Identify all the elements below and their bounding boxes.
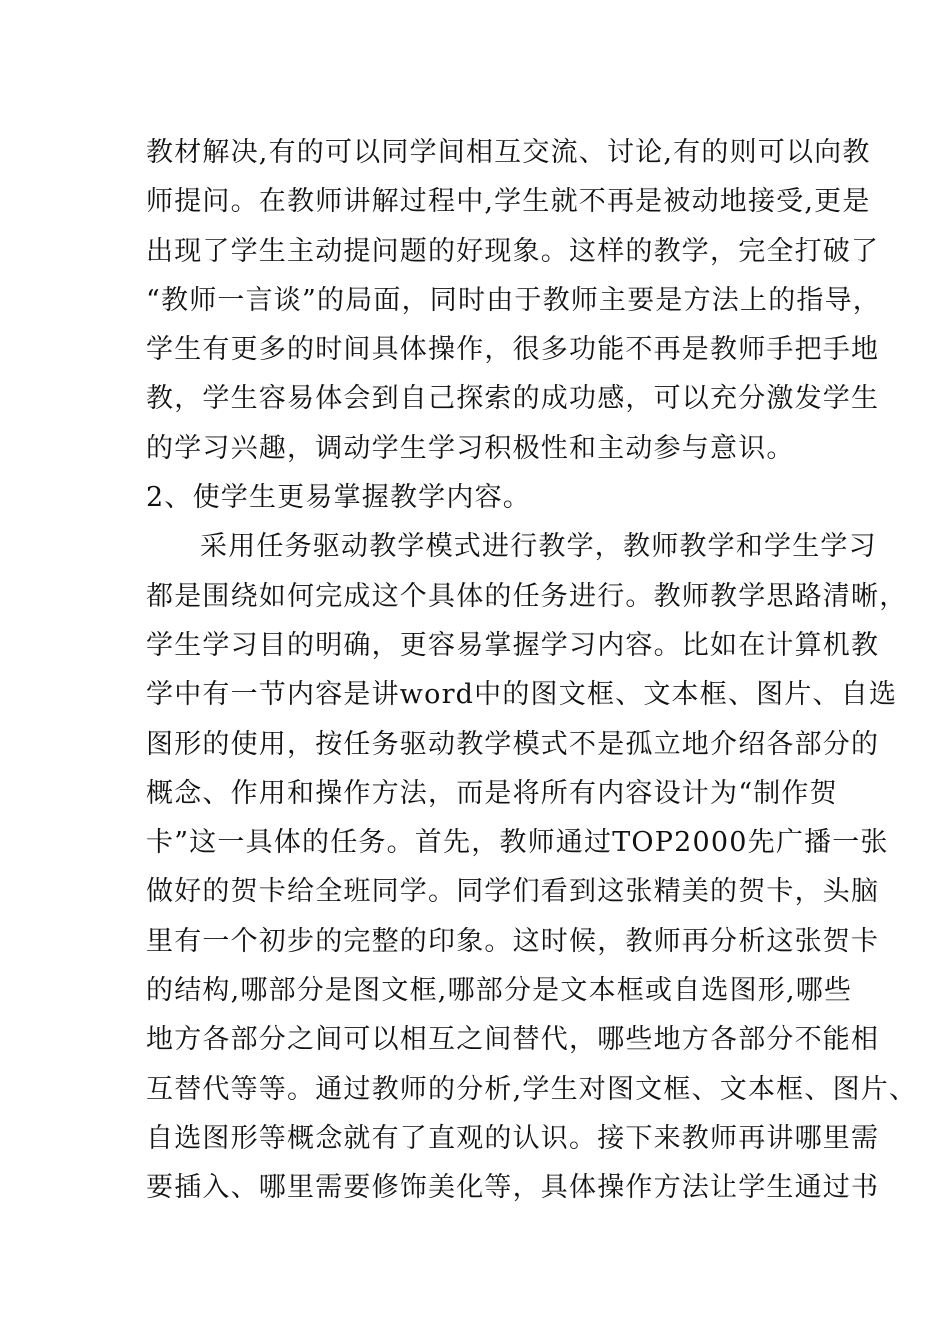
text-line-3: 出现了学生主动提问题的好现象。这样的教学，完全打破了 bbox=[146, 235, 880, 267]
text-line-12: 学中有一节内容是讲word中的图文框、文本框、图片、自选 bbox=[146, 679, 898, 711]
text-line-13: 图形的使用，按任务驱动教学模式不是孤立地介绍各部分的 bbox=[146, 728, 880, 760]
text-line-22: 要插入、哪里需要修饰美化等，具体操作方法让学生通过书 bbox=[146, 1172, 880, 1204]
text-line-9: 采用任务驱动教学模式进行教学，教师教学和学生学习 bbox=[200, 531, 877, 563]
text-line-2: 师提问。在教师讲解过程中,学生就不再是被动地接受,更是 bbox=[146, 186, 871, 218]
body-text bbox=[146, 128, 918, 1213]
text-line-5: 学生有更多的时间具体操作，很多功能不再是教师手把手地 bbox=[146, 334, 880, 366]
text-line-19: 地方各部分之间可以相互之间替代，哪些地方各部分不能相 bbox=[146, 1024, 880, 1056]
text-line-14: 概念、作用和操作方法，而是将所有内容设计为“制作贺 bbox=[146, 777, 838, 809]
text-line-4: “教师一言谈”的局面，同时由于教师主要是方法上的指导， bbox=[146, 284, 882, 316]
text-line-18: 的结构,哪部分是图文框,哪部分是文本框或自选图形,哪些 bbox=[146, 975, 853, 1007]
text-line-21: 自选图形等概念就有了直观的认识。接下来教师再讲哪里需 bbox=[146, 1122, 880, 1154]
text-line-7: 的学习兴趣，调动学生学习积极性和主动参与意识。 bbox=[146, 432, 795, 464]
text-line-11: 学生学习目的明确，更容易掌握学习内容。比如在计算机教 bbox=[146, 629, 880, 661]
text-line-16: 做好的贺卡给全班同学。同学们看到这张精美的贺卡，头脑 bbox=[146, 876, 880, 908]
text-line-6: 教，学生容易体会到自己探索的成功感，可以充分激发学生 bbox=[146, 383, 880, 415]
text-line-10: 都是围绕如何完成这个具体的任务进行。教师教学思路清晰， bbox=[146, 580, 908, 612]
section-heading: 2、使学生更易掌握教学内容。 bbox=[146, 482, 531, 514]
text-line-1: 教材解决,有的可以同学间相互交流、讨论,有的则可以向教 bbox=[146, 137, 871, 168]
text-line-17: 里有一个初步的完整的印象。这时候，教师再分析这张贺卡 bbox=[146, 925, 880, 957]
text-line-20: 互替代等等。通过教师的分析,学生对图文框、文本框、图片、 bbox=[146, 1073, 918, 1105]
text-line-15: 卡”这一具体的任务。首先，教师通过TOP2000先广播一张 bbox=[146, 827, 889, 859]
